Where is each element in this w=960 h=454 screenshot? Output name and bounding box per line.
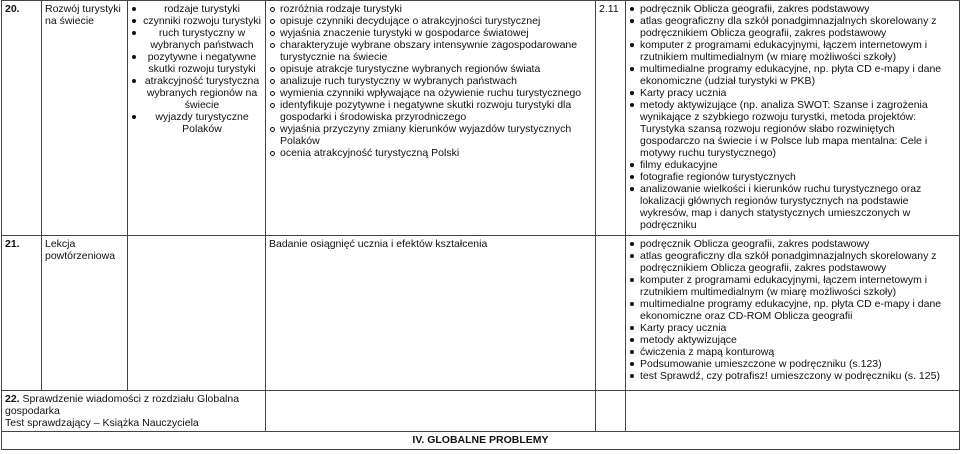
topic-item: czynniki rozwoju turystyki — [131, 15, 262, 27]
resource-item: atlas geograficzny dla szkół ponadgimnazjalnych skorelowany z podręcznikiem Oblicza geografii, zakres podstawowy — [629, 250, 956, 274]
resource-item: ćwiczenia z mapą konturową — [629, 346, 956, 358]
resource-item: komputer z programami edukacyjnymi, łączem internetowym i rzutnikiem multimedialnym (w miarę możliwości szkoły) — [629, 39, 956, 63]
learning-outcomes — [266, 1, 596, 236]
resource-item: komputer z programami edukacyjnymi, łączem internetowym i rzutnikiem multimedialnym (w miarę możliwości szkoły) — [629, 274, 956, 298]
empty-cell — [266, 391, 596, 432]
table-row-22 — [2, 391, 960, 432]
section-heading: IV. GLOBALNE PROBLEMY — [2, 432, 960, 450]
lesson-title: Sprawdzenie wiadomości z rozdziału Globalna gospodarka — [5, 393, 240, 417]
lesson-number: 22. — [5, 393, 20, 405]
outcome-item: wyjaśnia przyczyny zmiany kierunków wyjazdów turystycznych Polaków — [269, 123, 592, 147]
resource-item: analizowanie wielkości i kierunków ruchu turystycznego oraz lokalizacji głównych regionów turystycznych na podstawie wykresów, map i danych statystycznych umieszczonych w podręczniku — [629, 183, 956, 231]
lesson-topics — [128, 236, 266, 391]
topic-item: ruch turystyczny w wybranych państwach — [131, 27, 262, 51]
outcome-item: wyjaśnia znaczenie turystyki w gospodarce światowej — [269, 27, 592, 39]
lesson-title: Rozwój turystyki na świecie — [42, 1, 128, 236]
empty-cell — [596, 391, 626, 432]
lesson-summary — [2, 391, 266, 432]
hours-cell — [596, 236, 626, 391]
resource-item: fotografie regionów turystycznych — [629, 171, 956, 183]
resource-item: metody aktywizujące — [629, 334, 956, 346]
empty-cell — [626, 391, 960, 432]
outcome-item: identyfikuje pozytywne i negatywne skutki rozwoju turystyki dla gospodarki i środowiska przyrodniczego — [269, 99, 592, 123]
outcome-item: opisuje atrakcje turystyczne wybranych regionów świata — [269, 63, 592, 75]
table-row-21 — [2, 236, 960, 391]
teaching-resources — [626, 1, 960, 236]
outcome-item: opisuje czynniki decydujące o atrakcyjności turystycznej — [269, 15, 592, 27]
resource-item: Podsumowanie umieszczone w podręczniku (s.123) — [629, 358, 956, 370]
resource-item: Karty pracy ucznia — [629, 322, 956, 334]
resource-item: multimedialne programy edukacyjne, np. płyta CD e-mapy i dane ekonomiczne (udział turystyki w PKB) — [629, 63, 956, 87]
teaching-resources — [626, 236, 960, 391]
outcome-item: ocenia atrakcyjność turystyczną Polski — [269, 147, 592, 159]
resource-item: atlas geograficzny dla szkół ponadgimnazjalnych skorelowany z podręcznikiem Oblicza geografii, zakres podstawowy — [629, 15, 956, 39]
curriculum-table — [1, 0, 960, 450]
lesson-number: 21. — [2, 236, 42, 391]
outcome-item: wymienia czynniki wpływające na ożywienie ruchu turystycznego — [269, 87, 592, 99]
outcome-item: analizuje ruch turystyczny w wybranych państwach — [269, 75, 592, 87]
lesson-subtitle: Test sprawdzający – Książka Nauczyciela — [5, 417, 199, 429]
resource-item: Karty pracy ucznia — [629, 87, 956, 99]
topic-item: atrakcyjność turystyczna wybranych regionów na świecie — [131, 75, 262, 111]
table-row-20 — [2, 1, 960, 236]
resource-item: test Sprawdź, czy potrafisz! umieszczony w podręczniku (s. 125) — [629, 370, 956, 382]
outcome-item: charakteryzuje wybrane obszary intensywnie zagospodarowane turystycznie na świecie — [269, 39, 592, 63]
topic-item: pozytywne i negatywne skutki rozwoju turystyki — [131, 51, 262, 75]
lesson-topics — [128, 1, 266, 236]
resource-item: metody aktywizujące (np. analiza SWOT: Szanse i zagrożenia wynikające z szybkiego rozwoju turystki, metoda projektów: Turystyka szansą rozwoju regionów słabo rozwiniętych gospodarczo na świecie i w Polsce lub mapa mentalna: Cele i motywy ruchu turystycznego) — [629, 99, 956, 159]
resource-item: multimedialne programy edukacyjne, np. płyta CD e-mapy i dane ekonomiczne oraz CD-ROM Oblicza geografii — [629, 298, 956, 322]
resource-item: filmy edukacyjne — [629, 159, 956, 171]
section-row — [2, 432, 960, 450]
topic-item: rodzaje turystyki — [131, 3, 262, 15]
resource-item: podręcznik Oblicza geografii, zakres podstawowy — [629, 3, 956, 15]
outcome-item: rozróżnia rodzaje turystyki — [269, 3, 592, 15]
resource-item: podręcznik Oblicza geografii, zakres podstawowy — [629, 238, 956, 250]
topic-item: wyjazdy turystyczne Polaków — [131, 111, 262, 135]
lesson-title: Lekcja powtórzeniowa — [42, 236, 128, 391]
hours-cell: 2.11 — [596, 1, 626, 236]
outcome-note: Badanie osiągnięć ucznia i efektów kształcenia — [269, 238, 488, 250]
lesson-number: 20. — [2, 1, 42, 236]
learning-outcomes — [266, 236, 596, 391]
